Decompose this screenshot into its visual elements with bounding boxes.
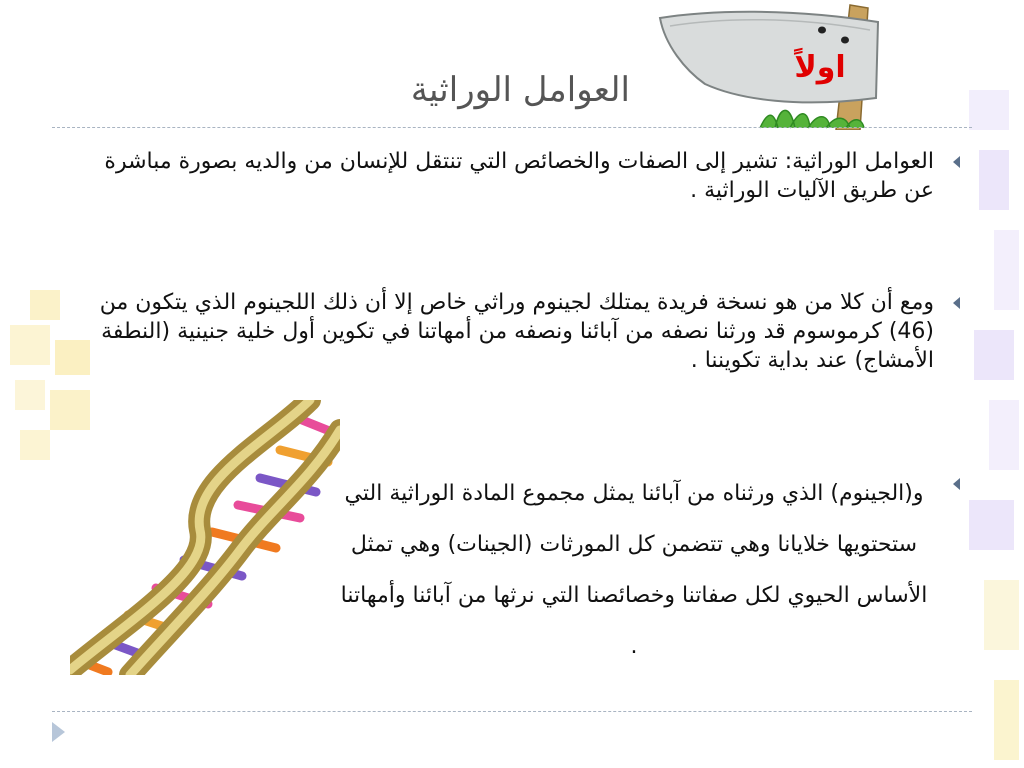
bottom-divider <box>52 711 972 712</box>
top-divider <box>52 127 972 128</box>
bullet-icon <box>953 156 960 168</box>
dna-helix-illustration <box>70 400 340 675</box>
paragraph-genes: و(الجينوم) الذي ورثناه من آبائنا يمثل مجموع المادة الوراثية التي ستحتويها خلايانا وهي تتضمن كل المورثات (الجينات) وهي تمثل الأساس الحيوي لكل صفاتنا وخصائصنا التي نرثها من آبائنا وأمهاتنا . <box>340 481 928 659</box>
paragraph-definition: العوامل الوراثية: تشير إلى الصفات والخصائص التي تنتقل للإنسان من والديه بصورة مباشرة عن طريق الآليات الوراثية . <box>104 149 934 203</box>
slide-title: العوامل الوراثية <box>410 70 630 110</box>
next-slide-arrow-icon[interactable] <box>52 722 65 742</box>
sign-label: اولاً <box>794 50 846 85</box>
paragraph-genome: ومع أن كلا من هو نسخة فريدة يمتلك لجينوم وراثي خاص إلا أن ذلك اللجينوم الذي يتكون من (46) كرموسوم قد ورثنا نصفه من آبائنا ونصفه من أمهاتنا في تكوين أول خلية جنينية (النطفة الأمشاج) عند بداية تكويننا . <box>99 290 934 373</box>
bullet-icon <box>953 478 960 490</box>
bullet-icon <box>953 297 960 309</box>
